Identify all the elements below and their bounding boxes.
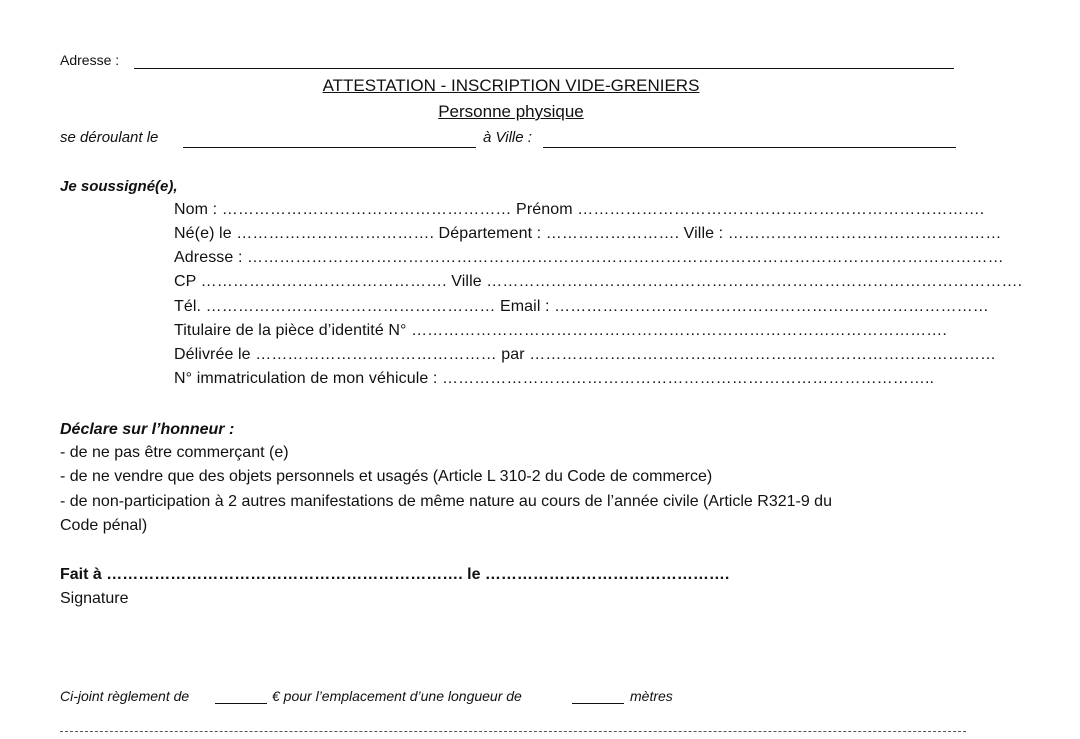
fait-a-line[interactable]: Fait à …………………………………………………………. le ………………………………………. — [60, 566, 730, 583]
field-delivree[interactable]: Délivrée le ……………………………………… par …………………………………………………………………………… — [174, 346, 997, 363]
field-nom-prenom[interactable]: Nom : ……………………………………………… Prénom …………………………………………………………………. — [174, 201, 985, 218]
declaration-item: - de ne pas être commerçant (e) — [60, 444, 289, 461]
event-date-label: se déroulant le — [60, 129, 159, 146]
event-date-line[interactable] — [183, 129, 476, 148]
declaration-item: Code pénal) — [60, 517, 148, 534]
event-city-line[interactable] — [543, 129, 956, 148]
declaration-item: - de non-participation à 2 autres manifestations de même nature au cours de l’année civile (Article R321-9 du — [60, 493, 832, 510]
declaration-heading: Déclare sur l’honneur : — [60, 421, 235, 438]
address-label: Adresse : — [60, 52, 120, 68]
document-title: ATTESTATION - INSCRIPTION VIDE-GRENIERS — [322, 76, 700, 95]
field-naissance[interactable]: Né(e) le ………………………………. Département : ……………………. Ville : …………………………………………… — [174, 225, 1002, 242]
document-subtitle: Personne physique — [438, 102, 584, 121]
reglement-middle: € pour l’emplacement d’une longueur de — [272, 688, 522, 704]
field-adresse[interactable]: Adresse : …………………………………………………………………………………………………………………………… — [174, 249, 1004, 266]
event-city-label: à Ville : — [483, 129, 532, 146]
field-immatriculation[interactable]: N° immatriculation de mon véhicule : ……………………………………………………………………………….. — [174, 370, 935, 387]
reglement-prefix: Ci-joint règlement de — [60, 688, 190, 704]
signature-label: Signature — [60, 590, 129, 607]
reglement-amount-line[interactable] — [215, 688, 267, 704]
declarant-heading: Je soussigné(e), — [60, 178, 178, 195]
reglement-suffix: mètres — [630, 688, 673, 704]
cut-line-divider — [60, 731, 966, 732]
field-cp-ville[interactable]: CP ………………………………………. Ville ………………………………………………………………………………………. — [174, 273, 1023, 290]
address-line[interactable] — [134, 52, 954, 69]
reglement-length-line[interactable] — [572, 688, 624, 704]
declaration-item: - de ne vendre que des objets personnels et usagés (Article L 310-2 du Code de commerce) — [60, 468, 713, 485]
field-piece-identite[interactable]: Titulaire de la pièce d’identité N° ………………………………………………………………………………………. — [174, 322, 947, 339]
field-tel-email[interactable]: Tél. ……………………………………………… Email : ……………………………………………………………………… — [174, 298, 989, 315]
